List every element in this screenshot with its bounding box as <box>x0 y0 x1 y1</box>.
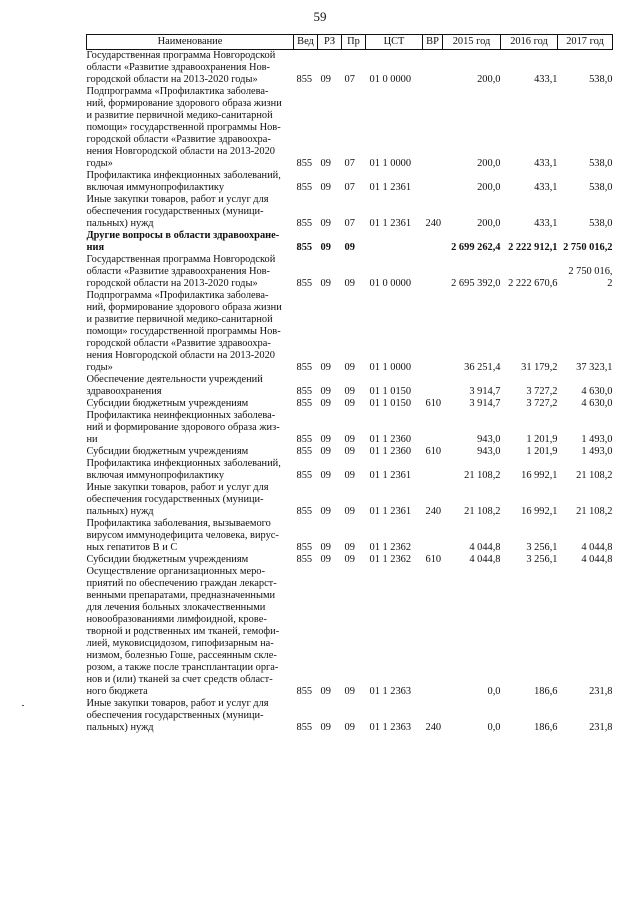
row-vr: 240 <box>425 506 442 517</box>
row-vr <box>423 254 443 290</box>
table-row <box>87 290 613 374</box>
row-cst: 01 1 2360 <box>369 434 412 445</box>
row-value-2017: 538,0 <box>589 74 613 85</box>
row-pr: 09 <box>344 686 355 697</box>
row-value-2016: 186,6 <box>534 686 558 697</box>
row-ved: 855 <box>296 182 313 193</box>
row-vr <box>423 290 443 374</box>
row-cst: 01 1 0150 <box>369 398 412 409</box>
row-vr <box>423 458 443 482</box>
row-value-2016: 1 201,9 <box>526 434 558 445</box>
row-value-2017: 21 108,2 <box>576 470 613 481</box>
row-name: Иные закупки товаров, работ и услуг для обеспечения государственных (муници- пальных) нужд <box>86 698 269 733</box>
header-vr: ВР <box>423 35 443 50</box>
row-cst: 01 1 2363 <box>369 686 412 697</box>
row-ved: 855 <box>296 278 313 289</box>
row-pr: 09 <box>344 446 355 457</box>
row-value-2017: 231,8 <box>589 686 613 697</box>
row-cst <box>366 230 423 254</box>
row-rz: 09 <box>320 398 331 409</box>
row-value-2015: 3 914,7 <box>469 398 501 409</box>
row-value-2015: 200,0 <box>477 182 501 193</box>
row-ved: 855 <box>296 242 313 253</box>
row-value-2016: 186,6 <box>534 722 558 733</box>
row-ved: 855 <box>296 542 313 553</box>
row-pr: 09 <box>344 362 355 373</box>
row-rz: 09 <box>320 278 331 289</box>
row-name: Профилактика неинфекционных заболева- ний и формирование здорового образа жиз- ни <box>86 410 280 445</box>
row-vr <box>423 50 443 87</box>
row-cst: 01 1 2361 <box>369 218 412 229</box>
header-2016: 2016 год <box>501 35 558 50</box>
row-cst: 01 1 2361 <box>369 506 412 517</box>
page-number: 59 <box>313 9 327 24</box>
row-cst: 01 1 0150 <box>369 386 412 397</box>
row-rz: 09 <box>320 686 331 697</box>
row-value-2017: 4 630,0 <box>581 398 613 409</box>
row-name: Государственная программа Новгородской области «Развитие здравоохранения Нов- городской области на 2013-2020 годы» <box>86 254 276 289</box>
row-pr: 09 <box>344 278 355 289</box>
row-ved: 855 <box>296 554 313 565</box>
row-vr <box>423 86 443 170</box>
row-value-2015: 21 108,2 <box>464 506 501 517</box>
row-rz: 09 <box>320 386 331 397</box>
row-cst: 01 0 0000 <box>369 74 412 85</box>
row-ved: 855 <box>296 434 313 445</box>
row-cst: 01 1 2361 <box>369 182 412 193</box>
row-value-2015: 2 699 262,4 <box>451 242 501 253</box>
row-name: Подпрограмма «Профилактика заболева- ний, формирование здорового образа жизни и развитие первичной медико-санитарной помощи» государственной программы Нов- городской области «Развитие здравоохра- нения Новгородской области на 2013-2020 годы» <box>86 86 282 169</box>
row-vr: 240 <box>425 218 442 229</box>
margin-mark <box>22 705 24 706</box>
row-value-2017: 21 108,2 <box>576 506 613 517</box>
row-value-2017: 1 493,0 <box>581 446 613 457</box>
row-value-2016: 433,1 <box>534 158 558 169</box>
row-value-2016: 3 256,1 <box>526 554 558 565</box>
row-name: Осуществление организационных меро- приятий по обеспечению граждан лекарст- венными препаратами, предназначенными для лечения больных злокачественными новообразованиями лимфоидной, крове- творной и родственных им тканей, гемофи- лией, муковисцидозом, гипофизарным на- низмом, болезнью Гоше, рассеянным скле- розом, а также после трансплантации орга- нов и (или) тканей за счет средств област- ного бюджета <box>86 566 280 697</box>
header-cst: ЦСТ <box>366 35 423 50</box>
row-value-2015: 36 251,4 <box>464 362 501 373</box>
table-row <box>87 518 613 554</box>
row-pr: 09 <box>344 506 355 517</box>
row-ved: 855 <box>296 446 313 457</box>
row-vr: 240 <box>425 722 442 733</box>
row-value-2015: 943,0 <box>477 446 501 457</box>
row-value-2015: 4 044,8 <box>469 554 501 565</box>
row-value-2016: 2 222 912,1 <box>508 242 558 253</box>
header-rz: РЗ <box>318 35 342 50</box>
row-rz: 09 <box>320 554 331 565</box>
row-pr: 07 <box>344 182 355 193</box>
row-value-2017: 1 493,0 <box>581 434 613 445</box>
row-value-2016: 433,1 <box>534 218 558 229</box>
row-cst: 01 1 2362 <box>369 554 412 565</box>
row-rz: 09 <box>320 218 331 229</box>
row-value-2015: 2 695 392,0 <box>451 278 501 289</box>
row-value-2017: 231,8 <box>589 722 613 733</box>
row-rz: 09 <box>320 242 331 253</box>
table-row <box>87 374 613 398</box>
header-pr: Пр <box>342 35 366 50</box>
row-cst: 01 1 0000 <box>369 362 412 373</box>
row-name: Профилактика инфекционных заболеваний, включая иммунопрофилактику <box>86 458 281 481</box>
row-value-2016: 3 256,1 <box>526 542 558 553</box>
row-ved: 855 <box>296 398 313 409</box>
table-row <box>87 482 613 518</box>
row-rz: 09 <box>320 506 331 517</box>
row-value-2016: 433,1 <box>534 74 558 85</box>
row-value-2016: 31 179,2 <box>521 362 558 373</box>
row-vr <box>423 518 443 554</box>
row-cst: 01 1 2363 <box>369 722 412 733</box>
row-rz: 09 <box>320 362 331 373</box>
row-ved: 855 <box>296 470 313 481</box>
row-value-2017: 4 044,8 <box>581 554 613 565</box>
table-row <box>87 194 613 230</box>
row-value-2017: 4 630,0 <box>581 386 613 397</box>
row-pr: 07 <box>344 74 355 85</box>
row-value-2015: 0,0 <box>487 686 501 697</box>
table-row <box>87 698 613 734</box>
row-cst: 01 1 2362 <box>369 542 412 553</box>
row-pr: 09 <box>344 242 355 253</box>
row-ved: 855 <box>296 218 313 229</box>
table-row <box>87 410 613 446</box>
row-value-2015: 200,0 <box>477 158 501 169</box>
row-vr: 610 <box>425 398 442 409</box>
row-ved: 855 <box>296 686 313 697</box>
row-value-2017: 37 323,1 <box>576 362 613 373</box>
row-value-2016: 3 727,2 <box>526 386 558 397</box>
table-header <box>87 35 613 50</box>
row-pr: 09 <box>344 542 355 553</box>
row-value-2016: 2 222 670,6 <box>508 278 558 289</box>
row-pr: 07 <box>344 158 355 169</box>
table-row <box>87 170 613 194</box>
row-rz: 09 <box>320 542 331 553</box>
row-name: Иные закупки товаров, работ и услуг для обеспечения государственных (муници- пальных) нужд <box>86 482 269 517</box>
table-row <box>87 86 613 170</box>
row-cst: 01 1 2361 <box>369 470 412 481</box>
row-value-2015: 200,0 <box>477 218 501 229</box>
row-name: Подпрограмма «Профилактика заболева- ний, формирование здорового образа жизни и развитие первичной медико-санитарной помощи» государственной программы Нов- городской области «Развитие здравоохра- нения Новгородской области на 2013-2020 годы» <box>86 290 282 373</box>
header-2015: 2015 год <box>443 35 501 50</box>
row-value-2015: 0,0 <box>487 722 501 733</box>
row-ved: 855 <box>296 722 313 733</box>
row-vr: 610 <box>425 554 442 565</box>
row-value-2016: 1 201,9 <box>526 446 558 457</box>
table-row <box>87 254 613 290</box>
row-value-2015: 3 914,7 <box>469 386 501 397</box>
table-body <box>87 50 613 735</box>
table-row <box>87 458 613 482</box>
row-value-2017: 2 750 016, 2 <box>568 266 613 289</box>
row-name: Субсидии бюджетным учреждениям <box>86 398 249 409</box>
row-pr: 09 <box>344 398 355 409</box>
row-pr: 07 <box>344 218 355 229</box>
table-row <box>87 566 613 698</box>
row-name: Обеспечение деятельности учреждений здравоохранения <box>86 374 263 397</box>
row-name: Профилактика заболевания, вызываемого вирусом иммунодефицита человека, вирус- ных гепатитов В и С <box>86 518 279 553</box>
row-value-2017: 4 044,8 <box>581 542 613 553</box>
row-cst: 01 1 2360 <box>369 446 412 457</box>
row-value-2015: 200,0 <box>477 74 501 85</box>
row-name: Субсидии бюджетным учреждениям <box>86 554 249 565</box>
row-rz: 09 <box>320 722 331 733</box>
row-value-2015: 21 108,2 <box>464 470 501 481</box>
row-rz: 09 <box>320 182 331 193</box>
row-vr <box>423 374 443 398</box>
row-ved: 855 <box>296 158 313 169</box>
header-2017: 2017 год <box>558 35 613 50</box>
header-name: Наименование <box>87 35 294 50</box>
row-ved: 855 <box>296 506 313 517</box>
row-rz: 09 <box>320 158 331 169</box>
row-vr <box>423 230 443 254</box>
row-cst: 01 0 0000 <box>369 278 412 289</box>
row-value-2016: 433,1 <box>534 182 558 193</box>
table-row <box>87 446 613 458</box>
row-value-2016: 3 727,2 <box>526 398 558 409</box>
row-ved: 855 <box>296 74 313 85</box>
row-vr: 610 <box>425 446 442 457</box>
row-value-2015: 4 044,8 <box>469 542 501 553</box>
row-cst: 01 1 0000 <box>369 158 412 169</box>
row-pr: 09 <box>344 434 355 445</box>
row-vr <box>423 566 443 698</box>
row-vr <box>423 410 443 446</box>
row-name: Профилактика инфекционных заболеваний, включая иммунопрофилактику <box>86 170 281 193</box>
budget-table <box>86 34 613 734</box>
row-rz: 09 <box>320 446 331 457</box>
row-value-2017: 538,0 <box>589 182 613 193</box>
row-pr: 09 <box>344 722 355 733</box>
table-row <box>87 50 613 87</box>
table-row <box>87 398 613 410</box>
row-value-2017: 2 750 016,2 <box>563 242 613 253</box>
row-ved: 855 <box>296 386 313 397</box>
row-rz: 09 <box>320 74 331 85</box>
row-name: Другие вопросы в области здравоохране- ния <box>86 230 280 253</box>
row-rz: 09 <box>320 434 331 445</box>
row-value-2016: 16 992,1 <box>521 506 558 517</box>
row-ved: 855 <box>296 362 313 373</box>
row-name: Государственная программа Новгородской области «Развитие здравоохранения Нов- городской области на 2013-2020 годы» <box>86 50 276 85</box>
row-value-2015: 943,0 <box>477 434 501 445</box>
row-rz: 09 <box>320 470 331 481</box>
row-value-2017: 538,0 <box>589 158 613 169</box>
row-value-2017: 538,0 <box>589 218 613 229</box>
header-ved: Вед <box>294 35 318 50</box>
row-name: Иные закупки товаров, работ и услуг для обеспечения государственных (муници- пальных) нужд <box>86 194 269 229</box>
row-name: Субсидии бюджетным учреждениям <box>86 446 249 457</box>
row-vr <box>423 170 443 194</box>
table-row <box>87 554 613 566</box>
row-value-2016: 16 992,1 <box>521 470 558 481</box>
row-pr: 09 <box>344 554 355 565</box>
row-pr: 09 <box>344 386 355 397</box>
table-row <box>87 230 613 254</box>
row-pr: 09 <box>344 470 355 481</box>
